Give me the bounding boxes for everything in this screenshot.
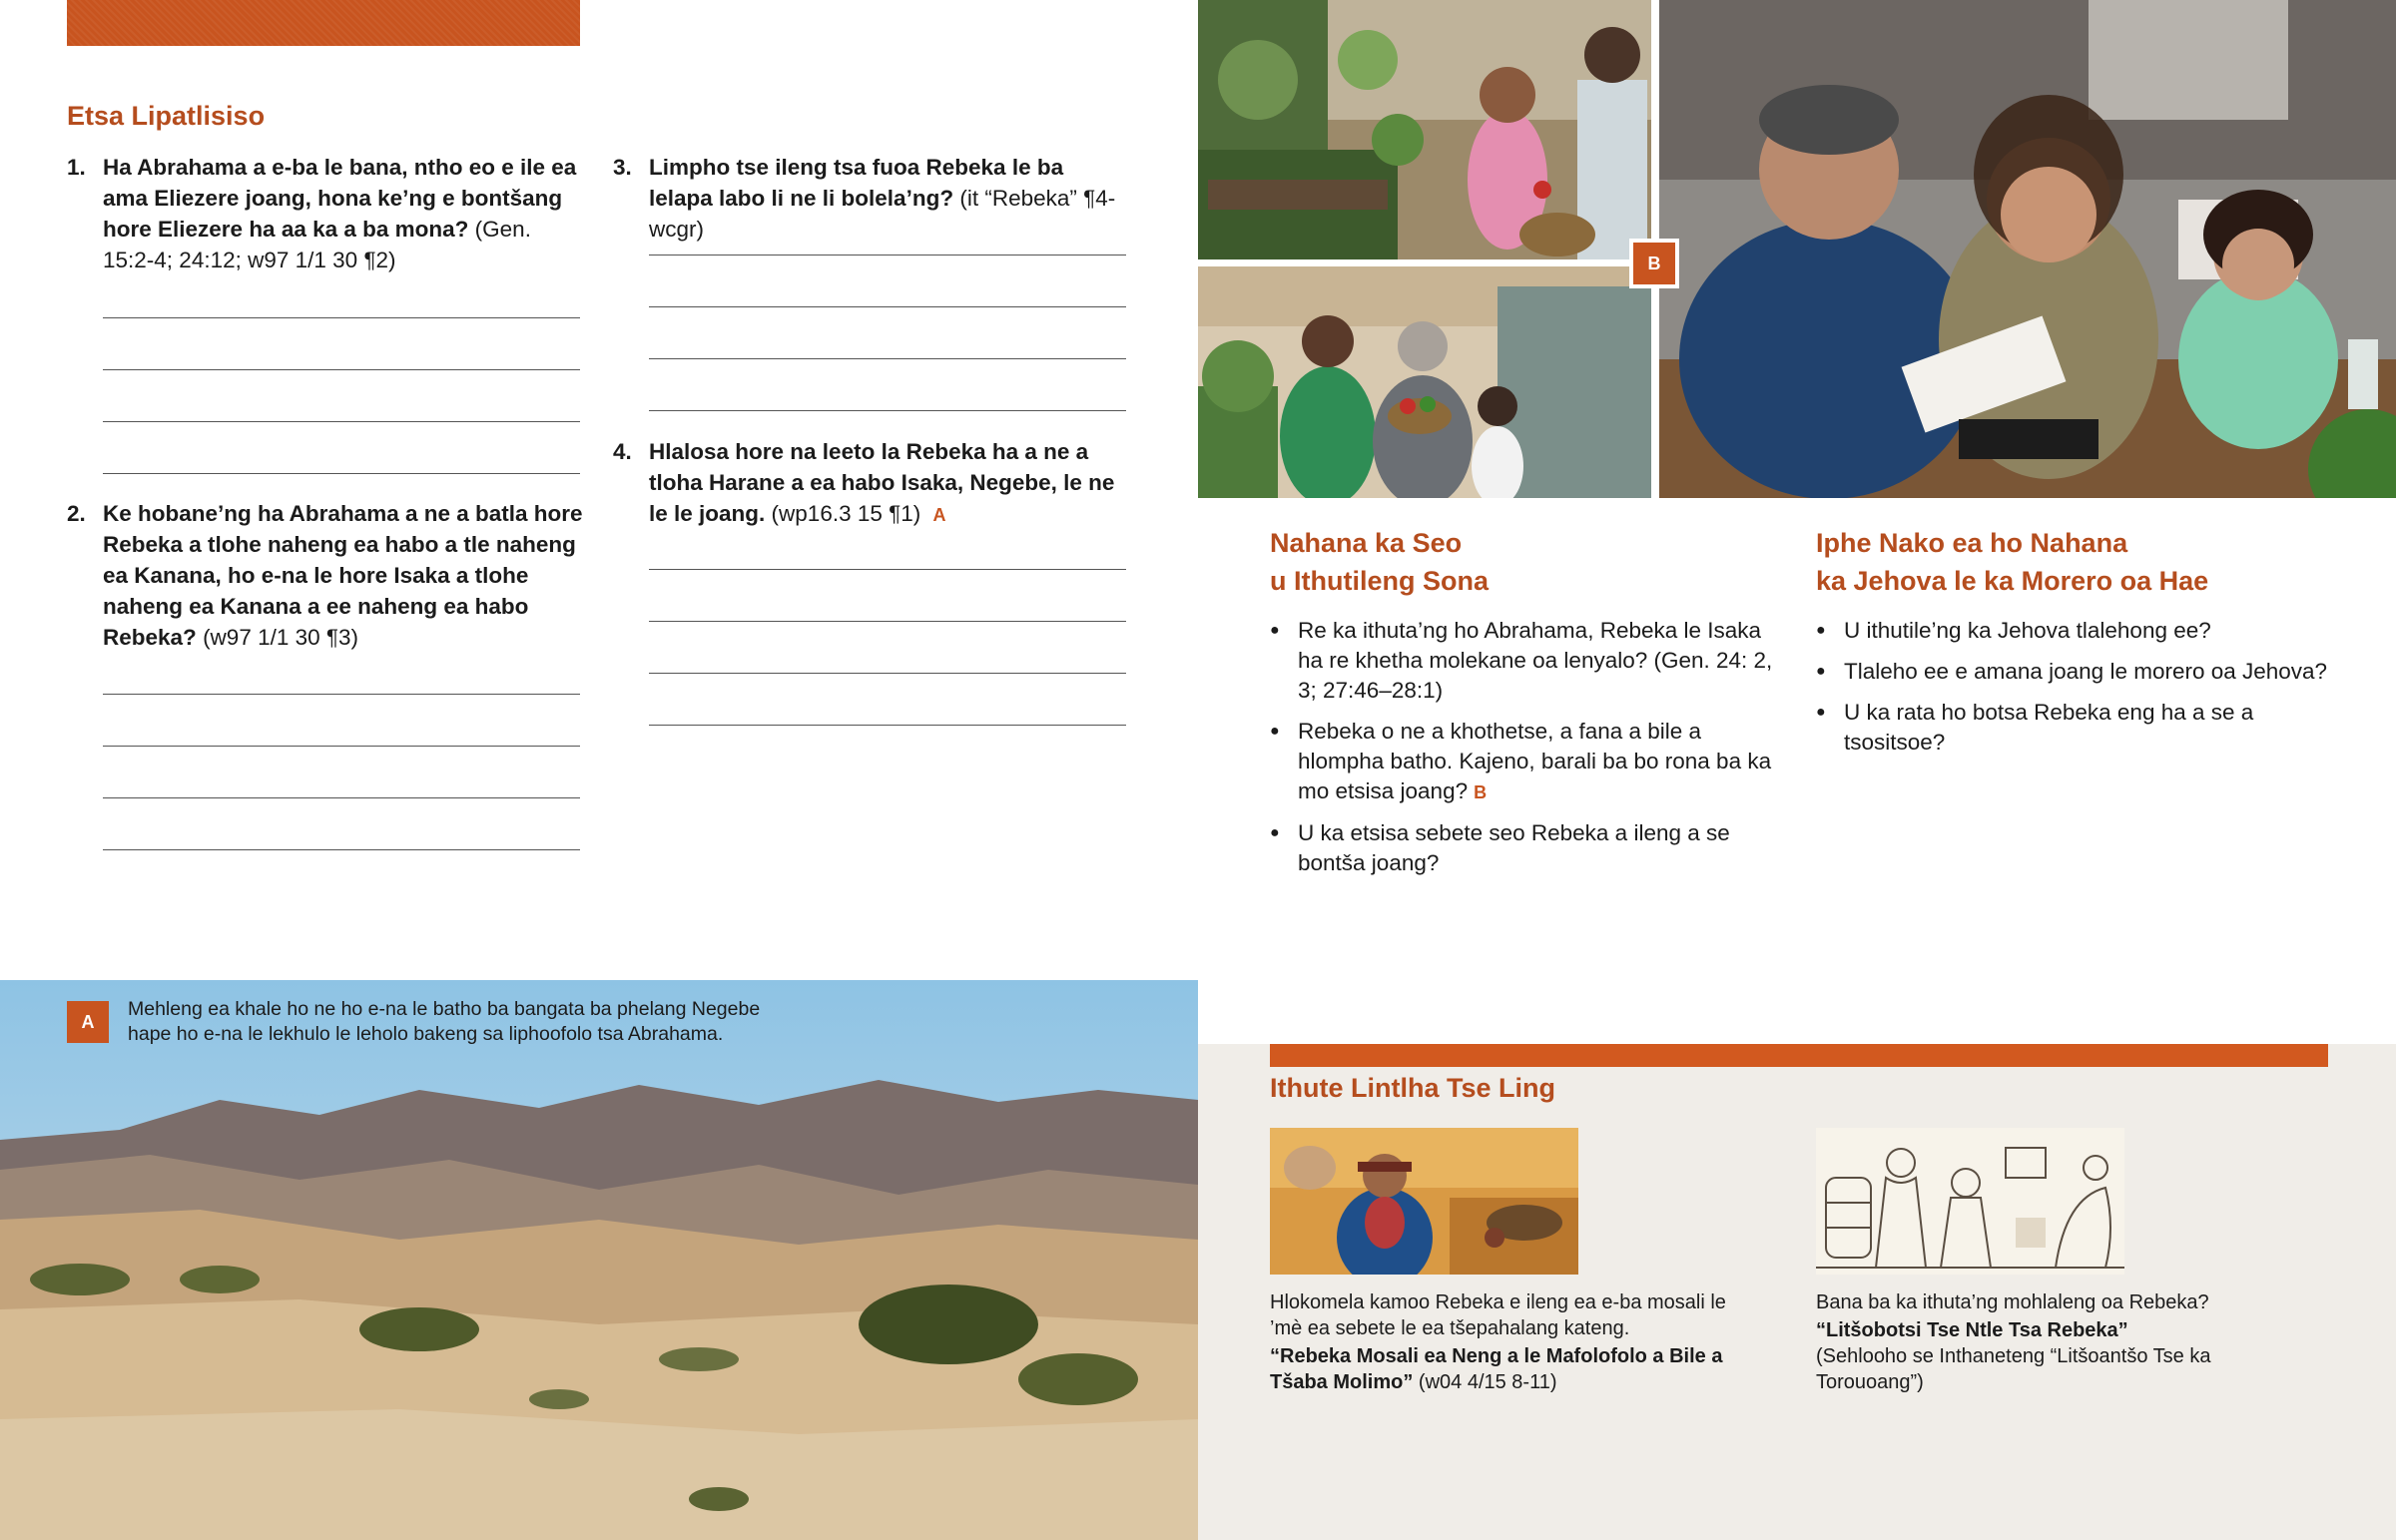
think-title: [1816, 524, 2208, 600]
list-item: [1270, 616, 1789, 706]
list-item-text: U ithutile’ng ka Jehova tlalehong ee?: [1844, 618, 2211, 643]
answer-line: [103, 317, 580, 318]
answer-line: [649, 725, 1126, 726]
answer-line: [103, 473, 580, 474]
list-item-text: Re ka ithuta’ng ho Abrahama, Rebeka le Isaka ha re khetha molekane oa lenyalo? (Gen. 24: 2, 3; 27:46–28:1): [1298, 618, 1773, 703]
answer-line: [649, 255, 1126, 256]
think-title-line1: Iphe Nako ea ho Nahana: [1816, 528, 2128, 558]
answer-line: [649, 306, 1126, 307]
answer-line: [649, 410, 1126, 411]
image-reference-badge: B: [1474, 782, 1488, 802]
reflect-title-line1: Nahana ka Seo: [1270, 528, 1463, 558]
reflect-title: [1270, 524, 1489, 600]
image-badge-b: B: [1629, 239, 1679, 288]
list-item-text: U ka rata ho botsa Rebeka eng ha a se a tsositsoe?: [1844, 700, 2254, 755]
list-item-text: Rebeka o ne a khothetse, a fana a bile a hlompha batho. Kajeno, barali ba bo rona ba ka mo etsisa joang?: [1298, 719, 1772, 803]
question-1: [67, 152, 586, 275]
question-3: [613, 152, 1132, 245]
research-title: Etsa Lipatlisiso: [67, 101, 266, 131]
answer-line: [103, 421, 580, 422]
answer-line: [103, 694, 580, 695]
answer-line: [649, 673, 1126, 674]
photo-family-bible-study: [1659, 0, 2396, 498]
photo-negev-desert: [0, 980, 1198, 1540]
question-4: [613, 436, 1132, 531]
question-reference: (it “Rebeka” ¶4-wcgr): [649, 186, 1116, 242]
card-2-text: [1816, 1289, 2295, 1395]
list-item-text: U ka etsisa sebete seo Rebeka a ileng a se bontša joang?: [1298, 820, 1730, 875]
question-reference: (Gen. 15:2-4; 24:12; w97 1/1 30 ¶2): [103, 217, 531, 272]
list-item: [1270, 717, 1789, 807]
card-2-description: Bana ba ka ithuta’ng mohlaleng oa Rebeka?: [1816, 1291, 2209, 1313]
photo-caption: Mehleng ea khale ho ne ho e-na le batho ba bangata ba phelang Negebe hape ho e-na le lekhulo le leholo bakeng sa liphoofolo tsa Abrahama.: [128, 998, 761, 1045]
question-text: Ke hobane’ng ha Abrahama a ne a batla hore Rebeka a tlohe naheng ea habo a tle naheng ea Kanana, ho e-na le hore Isaka a tlohe naheng ea Kanana a ee naheng ea habo Rebeka?: [103, 501, 583, 650]
question-text: Ha Abrahama a e-ba le bana, ntho eo e ile ea ama Eliezere joang, hona ke’ng e bontšang hore Eliezere ha aa ka a ba mona?: [103, 155, 577, 242]
photo-garden-mother-daughter: [1198, 0, 1651, 259]
card-1-description: Hlokomela kamoo Rebeka e ileng ea e-ba mosali le ’mè ea sebete le ea tšepahalang kateng.: [1270, 1291, 1726, 1339]
thumbnail-rebekah-painting[interactable]: [1270, 1128, 1578, 1275]
think-list: [1816, 616, 2335, 769]
list-item-text: Tlaleho ee e amana joang le morero oa Jehova?: [1844, 659, 2328, 684]
think-title-line2: ka Jehova le ka Morero oa Hae: [1816, 566, 2209, 596]
list-item: [1270, 818, 1789, 878]
accent-bar: [1270, 1044, 2328, 1067]
thumbnail-coloring-page[interactable]: [1816, 1128, 2124, 1275]
photo-grandmother-basket: [1198, 266, 1651, 498]
card-1-link[interactable]: “Rebeka Mosali ea Neng a le Mafolofolo a Bile a Tšaba Molimo”: [1270, 1345, 1723, 1393]
card-2-link[interactable]: “Litšobotsi Tse Ntle Tsa Rebeka”: [1816, 1319, 2128, 1341]
image-reference-badge: A: [932, 505, 946, 525]
question-2: [67, 498, 586, 653]
question-text: Limpho tse ileng tsa fuoa Rebeka le ba lelapa labo li ne li bolela’ng?: [649, 155, 1064, 211]
question-reference: (w97 1/1 30 ¶3): [203, 625, 358, 650]
image-badge-a: A: [67, 1001, 109, 1043]
answer-line: [649, 358, 1126, 359]
question-number: 4.: [613, 439, 632, 464]
reflect-title-line2: u Ithutileng Sona: [1270, 566, 1489, 596]
question-number: 1.: [67, 155, 86, 180]
card-1-reference: (w04 4/15 8-11): [1418, 1371, 1557, 1393]
more-study-title: Ithute Lintlha Tse Ling: [1270, 1073, 1555, 1103]
answer-line: [103, 369, 580, 370]
question-reference: (wp16.3 15 ¶1): [771, 501, 921, 526]
question-number: 2.: [67, 501, 86, 526]
list-item: [1816, 657, 2335, 687]
reflect-list: [1270, 616, 1789, 889]
answer-line: [103, 746, 580, 747]
list-item: [1816, 616, 2335, 646]
answer-line: [649, 621, 1126, 622]
answer-line: [649, 569, 1126, 570]
card-2-reference: (Sehlooho se Inthaneteng “Litšoantšo Tse ka Torouoang”): [1816, 1345, 2211, 1393]
question-number: 3.: [613, 155, 632, 180]
card-1-text: [1270, 1289, 1749, 1395]
list-item: [1816, 698, 2335, 758]
answer-line: [103, 849, 580, 850]
question-text: Hlalosa hore na leeto la Rebeka ha a ne a tloha Harane a ea habo Isaka, Negebe, le ne le le joang.: [649, 439, 1115, 526]
decorative-swatch: [67, 0, 580, 46]
answer-line: [103, 797, 580, 798]
